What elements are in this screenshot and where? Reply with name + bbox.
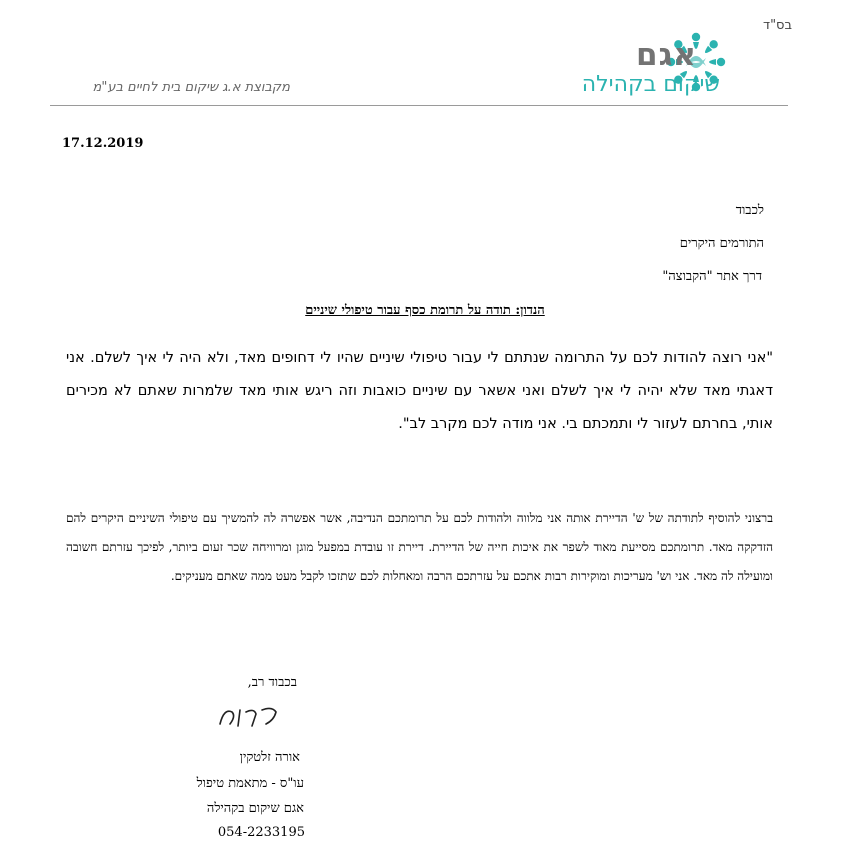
header-divider (50, 105, 788, 106)
address-line: דרך אתר "הקבוצה" (662, 269, 762, 284)
logo-subtitle: שיקום בקהילה (581, 72, 720, 97)
signer-role: עו"ס - מתאמת טיפול (196, 776, 304, 791)
bsd-mark: בס"ד (762, 18, 792, 33)
signer-phone: 054-2233195 (217, 825, 305, 840)
quote-paragraph: "אני רוצה להודות לכם על התרומה שנתתם לי עבור טיפולי שיניים שהיו לי דחופים מאד, ולא היה לי איך לשלם. אני דאגתי מאד שלא יהיה לי איך לשלם ואני אשאר עם שיניים כואבות וזה ריגש אותי מאד שלמרות שאתם לא מכירים אותי, בחרתם לעזור לי ותמכתם בי. אני מודה לכם מקרב לב". (66, 350, 773, 432)
signature-greeting: בכבוד רב, (247, 675, 297, 690)
letter-date: 17.12.2019 (62, 136, 144, 151)
handwritten-signature (214, 700, 284, 734)
address-line: התורמים היקרים (679, 236, 764, 251)
address-line: לכבוד (735, 203, 764, 218)
signer-name: אורה זלטקין (239, 750, 300, 765)
logo-name: אגם (635, 37, 697, 73)
signer-organization: אגם שיקום בקהילה (206, 801, 304, 816)
letter-subject: הנדון: תודה על תרומת כסף עבור טיפולי שיניים (305, 303, 545, 318)
org-line: מקבוצת א.ג שיקום בית לחיים בע"מ (92, 80, 290, 95)
body-paragraph: ברצוני להוסיף לתודתה של ש' הדיירת אותה אני מלווה ולהודות לכם על תרומתכם הנדיבה, אשר אפשרה לה להמשיך עם טיפולי השיניים היקרים להם הזדקקה מאד. תרומתכם מסייעת מאוד לשפר את איכות חייה של הדיירת. דיירת זו עובדת במפעל מוגן ומרוויחה שכר זעום ביותר, לפיכך עזרתם חשובה ומועילה לה מאד. אני וש' מעריכות ומוקירות רבות אתכם על עזרתכם הרבה ומאחלות לכם שתזכו לקבל מעט ממה שאתם מעניקים. (66, 511, 773, 583)
